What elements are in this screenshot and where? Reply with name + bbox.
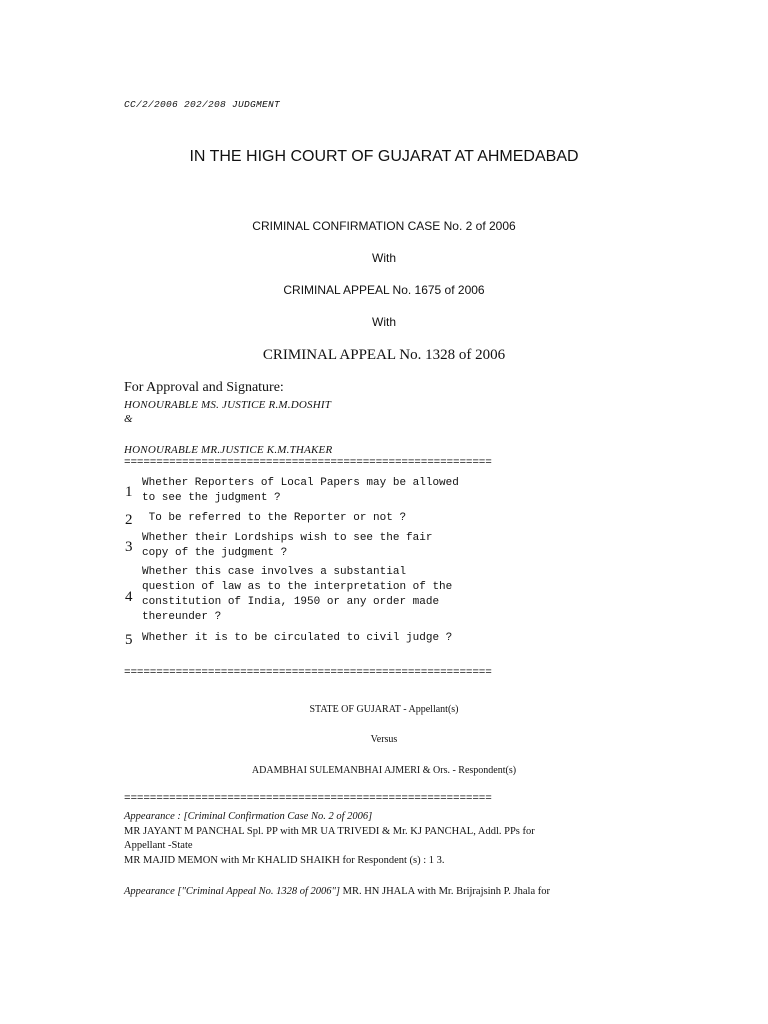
appearance-line-2: Appellant -State — [124, 840, 193, 851]
case-title-2: CRIMINAL APPEAL No. 1675 of 2006 — [283, 283, 485, 297]
appearance-block-2 — [124, 885, 550, 899]
separator-rule-2: ========================================================= — [124, 667, 492, 679]
question-number-3: 3 — [125, 539, 133, 555]
question-text-5: Whether it is to be circulated to civil judge ? — [142, 632, 453, 644]
separator-rule-3: ========================================================= — [124, 793, 492, 805]
judge-2: HONOURABLE MR.JUSTICE K.M.THAKER — [124, 444, 333, 456]
judge-1: HONOURABLE MS. JUSTICE R.M.DOSHIT — [124, 399, 332, 411]
case-title-3: CRIMINAL APPEAL No. 1328 of 2006 — [262, 347, 506, 363]
appearance-label-2: Appearance ["Criminal Appeal No. 1328 of 2006"] — [124, 886, 340, 897]
with-label-2: With — [372, 315, 396, 329]
ampersand: & — [124, 413, 133, 425]
question-number-4: 4 — [125, 589, 133, 605]
appearance-line-3: MR MAJID MEMON with Mr KHALID SHAIKH for Respondent (s) : 1 3. — [124, 855, 445, 866]
question-text-2: To be referred to the Reporter or not ? — [142, 512, 407, 524]
question-text-1: Whether Reporters of Local Papers may be allowed to see the judgment ? — [142, 477, 459, 504]
question-number-5: 5 — [125, 632, 133, 648]
court-title: IN THE HIGH COURT OF GUJARAT AT AHMEDABAD — [189, 148, 579, 165]
question-number-1: 1 — [125, 484, 133, 500]
appearance-text-2: MR. HN JHALA with Mr. Brijrajsinh P. Jhala for — [340, 886, 550, 897]
question-text-3: Whether their Lordships wish to see the fair copy of the judgment ? — [142, 532, 433, 559]
appearance-label-1: Appearance : [Criminal Confirmation Case No. 2 of 2006] — [124, 811, 373, 822]
appearance-line-1: MR JAYANT M PANCHAL Spl. PP with MR UA TRIVEDI & Mr. KJ PANCHAL, Addl. PPs for — [124, 826, 535, 837]
respondent-line: ADAMBHAI SULEMANBHAI AJMERI & Ors. - Respondent(s) — [251, 765, 517, 776]
appellant-line: STATE OF GUJARAT - Appellant(s) — [309, 704, 459, 715]
question-text-4: Whether this case involves a substantial question of law as to the interpretation of the constitution of India, 1950 or any order made thereunder ? — [142, 566, 453, 623]
case-title-1: CRIMINAL CONFIRMATION CASE No. 2 of 2006 — [252, 219, 516, 233]
header-reference: CC/2/2006 202/208 JUDGMENT — [124, 99, 281, 110]
with-label-1: With — [372, 251, 396, 265]
separator-rule-1: ========================================================= — [124, 457, 492, 469]
question-number-2: 2 — [125, 512, 133, 528]
versus-line: Versus — [370, 734, 398, 745]
for-approval-heading: For Approval and Signature: — [124, 380, 284, 395]
